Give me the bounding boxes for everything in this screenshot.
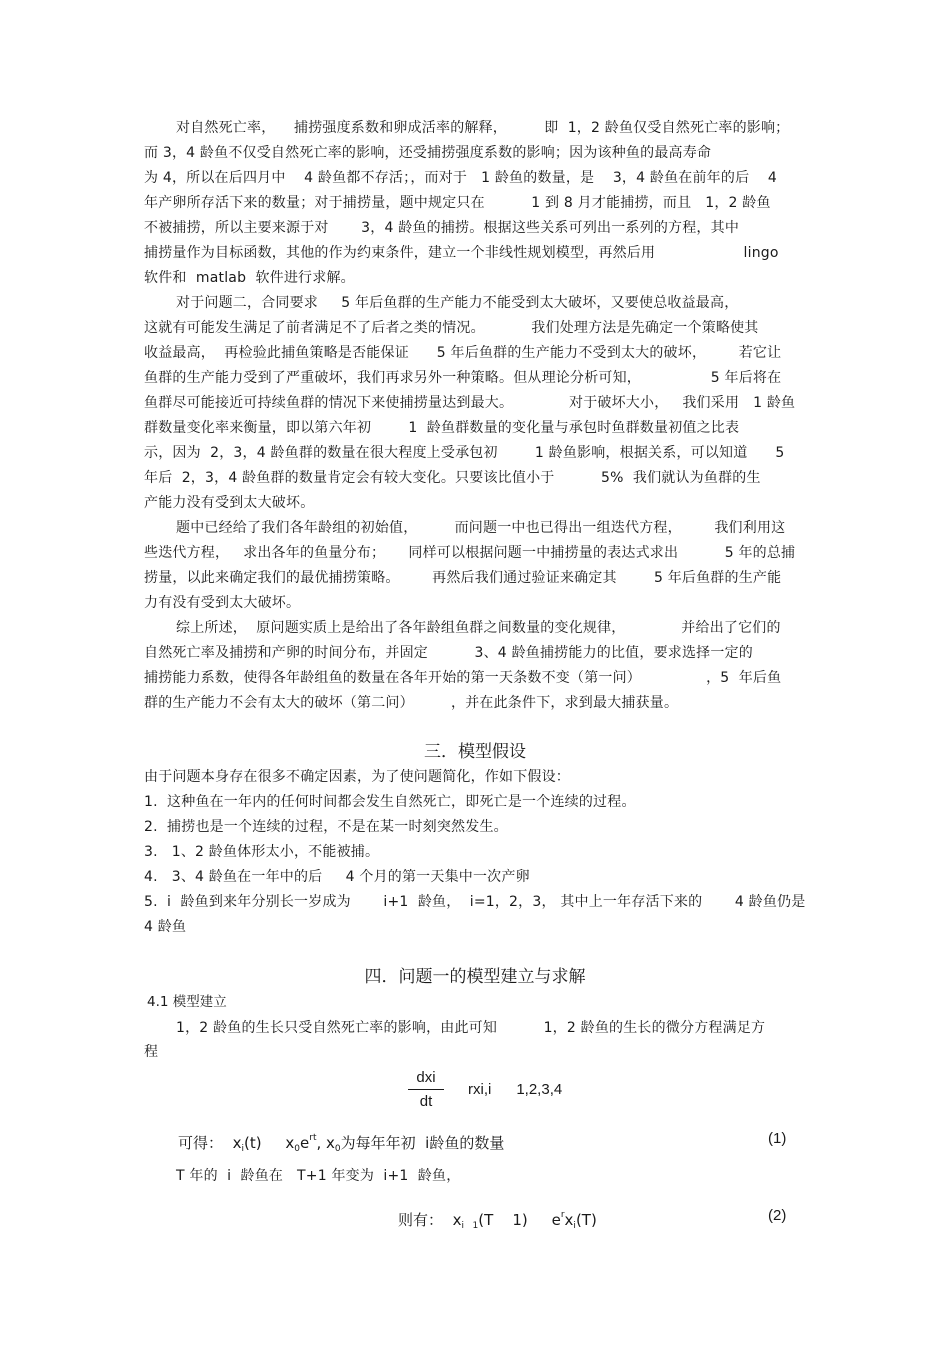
math-term: , x [316,1134,335,1152]
paragraph-line: 些迭代方程， 求出各年的鱼量分布； 同样可以根据问题一中捕捞量的表达式求出 5 年的总捕 [144,545,796,561]
paragraph-line: 捞量，以此来确定我们的最优捕捞策略。 再然后我们通过验证来确定其 5 年后鱼群的生产能 [144,570,782,586]
math-term: e [300,1134,310,1152]
paragraph-line: 为 4，所以在后四月中 4 龄鱼都不存活；，而对于 1 龄鱼的数量，是 3，4 龄鱼在前年的后 4 [144,170,777,186]
math-subscript: i [573,1221,576,1231]
fraction-denominator: dt [419,1093,433,1110]
paragraph-line: 示，因为 2，3，4 龄鱼群的数量在很大程度上受承包初 1 龄鱼影响，根据关系，可以知道 5 [144,445,785,461]
paragraph-line: 软件和 matlab 软件进行求解。 [144,270,355,286]
paragraph-line: 捕捞能力系数，使得各年龄组鱼的数量在各年开始的第一天条数不变（第一问） ，5 年后鱼 [144,670,782,686]
paragraph-line: 收益最高， 再检验此捕鱼策略是否能保证 5 年后鱼群的生产能力不受到太大的破坏， 若它让 [144,345,782,361]
math-term: x [452,1211,462,1229]
math-term: x [232,1134,242,1152]
subsection-heading: 4.1 模型建立 [147,994,227,1010]
paragraph-line: 1，2 龄鱼的生长只受自然死亡率的影响，由此可知 1，2 龄鱼的生长的微分方程满足方 [176,1020,766,1036]
equation-lead: 则有： [398,1211,444,1229]
equation-1 [178,1128,504,1159]
paragraph-line: 群的生产能力不会有太大的破坏（第二问） ，并在此条件下，求到最大捕获量。 [144,695,679,711]
math-term: (T) [575,1211,597,1229]
paragraph-line: 对于问题二，合同要求 5 年后鱼群的生产能力不能受到太大破坏，又要使总收益最高， [176,295,739,311]
math-subscript: i [241,1144,244,1154]
equation-2 [398,1205,597,1236]
paragraph-line: 综上所述， 原问题实质上是给出了各年龄组鱼群之间数量的变化规律， 并给出了它们的 [176,620,781,636]
paragraph-line: 产能力没有受到太大破坏。 [144,495,315,511]
equation-rhs: rxi,i 1,2,3,4 [468,1081,563,1098]
assumption-item: 4 龄鱼 [144,919,187,935]
math-term: x [564,1211,574,1229]
math-term: (t) x [243,1134,295,1152]
paragraph-line: 鱼群尽可能接近可持续鱼群的情况下来使捕捞量达到最大。 对于破坏大小， 我们采用 1 龄鱼 [144,395,796,411]
math-superscript: rt [309,1133,317,1143]
paragraph-line: 而 3，4 龄鱼不仅受自然死亡率的影响，还受捕捞强度系数的影响；因为该种鱼的最高寿命 [144,145,712,161]
assumption-item: 1. 这种鱼在一年内的任何时间都会发生自然死亡，即死亡是一个连续的过程。 [144,794,636,810]
section-heading: 三．模型假设 [424,742,526,762]
math-superscript: r [560,1210,565,1220]
assumption-item: 3. 1、2 龄鱼体形太小，不能被捕。 [144,844,380,860]
paragraph-line: T 年的 i 龄鱼在 T+1 年变为 i+1 龄鱼， [176,1168,461,1184]
math-term: 为每年年初 i龄鱼的数量 [340,1134,505,1152]
paragraph-line: 鱼群的生产能力受到了严重破坏，我们再求另外一种策略。但从理论分析可知， 5 年后将在 [144,370,782,386]
equation-number: (1) [768,1130,787,1147]
equation-lead: 可得： [178,1134,224,1152]
equation-number: (2) [768,1207,787,1224]
paragraph-line: 这就有可能发生满足了前者满足不了后者之类的情况。 我们处理方法是先确定一个策略使其 [144,320,759,336]
assumption-item: 5. i 龄鱼到来年分别长一岁成为 i+1 龄鱼， i=1，2，3， 其中上一年存活下来的 4 龄鱼仍是 [144,894,806,910]
math-term: (T 1) e [478,1211,561,1229]
paragraph-line: 题中已经给了我们各年龄组的初始值， 而问题一中也已得出一组迭代方程， 我们利用这 [176,520,786,536]
paragraph-line: 自然死亡率及捕捞和产卵的时间分布，并固定 3、4 龄鱼捕捞能力的比值，要求选择一定的 [144,645,753,661]
paragraph-line: 群数量变化率来衡量，即以第六年初 1 龄鱼群数量的变化量与承包时鱼群数量初值之比表 [144,420,740,436]
math-subscript: 0 [334,1144,341,1154]
math-subscript: i 1 [461,1221,479,1231]
assumption-item: 4. 3、4 龄鱼在一年中的后 4 个月的第一天集中一次产卵 [144,869,530,885]
paragraph-line: 年后 2，3，4 龄鱼群的数量肯定会有较大变化。只要该比值小于 5% 我们就认为鱼群的生 [144,470,761,486]
paragraph-line: 对自然死亡率， 捕捞强度系数和卵成活率的解释， 即 1，2 龄鱼仅受自然死亡率的影响； [176,120,790,136]
fraction-numerator: dxi [408,1068,444,1090]
assumption-item: 2. 捕捞也是一个连续的过程，不是在某一时刻突然发生。 [144,819,508,835]
math-subscript: 0 [294,1144,301,1154]
section-intro: 由于问题本身存在很多不确定因素，为了使问题简化，作如下假设： [144,769,570,785]
paragraph-line: 捕捞量作为目标函数，其他的作为约束条件，建立一个非线性规划模型，再然后用 lingo [144,245,779,261]
paragraph-line: 年产卵所存活下来的数量；对于捕捞量，题中规定只在 1 到 8 月才能捕捞，而且 1，2 龄鱼 [144,195,771,211]
section-heading: 四．问题一的模型建立与求解 [364,967,586,987]
paragraph-line: 力有没有受到太大破坏。 [144,595,301,611]
paragraph-line: 不被捕捞，所以主要来源于对 3，4 龄鱼的捕捞。根据这些关系可列出一系列的方程，其中 [144,220,740,236]
equation-fraction [408,1068,444,1112]
paragraph-line: 程 [144,1044,159,1060]
